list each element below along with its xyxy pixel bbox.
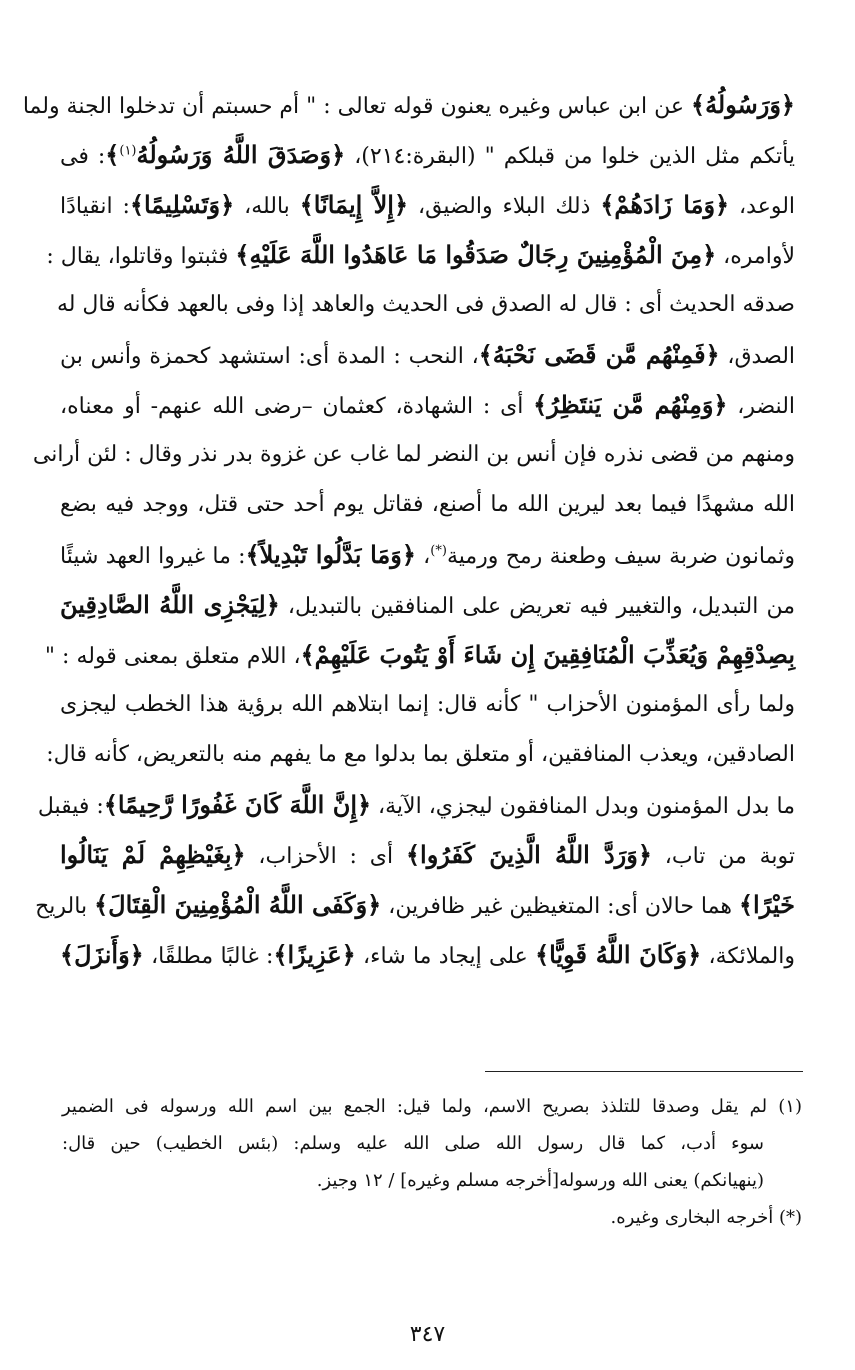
footnote-1-line-3: (ينهيانكم) يعنى الله ورسوله[أخرجه مسلم وغيره] / ١٢ وجيز. [316, 1170, 764, 1191]
text-line-1: ﴿وَرَسُولُهُ﴾ عن ابن عباس وغيره يعنون قوله تعالى : " أم حسبتم أن تدخلوا الجنة ولما [22, 90, 795, 119]
quran-quote: بِصِدْقِهِمْ وَيُعَذِّبَ الْمُنَافِقِينَ إِن شَاءَ أَوْ يَتُوبَ عَلَيْهِمْ﴾ [300, 640, 795, 669]
text-line-13: ولما رأى المؤمنون الأحزاب " كأنه قال: إنما ابتلاهم الله برؤية هذا الخطب ليجزى [60, 692, 795, 717]
text-line-8: ومنهم من قضى نذره فإن أنس بن النضر لما غاب عن غزوة بدر نذر وقال : لئن أرانى [32, 442, 795, 467]
text-line-6: الصدق، ﴿فَمِنْهُم مَّن قَضَى نَحْبَهُ﴾، النحب : المدة أى: استشهد كحمزة وأنس بن [60, 340, 796, 369]
quran-quote: ﴿وَكَانَ اللَّهُ قَوِيًّا﴾ [535, 940, 702, 969]
footnotes [62, 1088, 802, 1236]
quran-quote: ﴿مِنَ الْمُؤْمِنِينَ رِجَالٌ صَدَقُوا مَا عَاهَدُوا اللَّهَ عَلَيْهِ﴾ [235, 240, 717, 269]
text-line-12: بِصِدْقِهِمْ وَيُعَذِّبَ الْمُنَافِقِينَ إِن شَاءَ أَوْ يَتُوبَ عَلَيْهِمْ﴾، اللام متعلق بمعنى قوله : " [44, 640, 795, 669]
text-line-18: والملائكة، ﴿وَكَانَ اللَّهُ قَوِيًّا﴾ على إيجاد ما شاء، ﴿عَزِيزًا﴾: غالبًا مطلقًا، ﴿وَأَنزَلَ﴾ [60, 940, 795, 969]
text-line-15: ما بدل المؤمنون وبدل المنافقون ليجزي، الآية، ﴿إِنَّ اللَّهَ كَانَ غَفُورًا رَّحِيمًا﴾: فيقبل [37, 790, 795, 819]
text-line-5: صدقه الحديث أى : قال له الصدق فى الحديث والعاهد إذا وفى بالعهد فكأنه قال له [56, 292, 795, 317]
quran-quote: ﴿وَأَنزَلَ﴾ [60, 940, 144, 969]
quran-quote: ﴿وَمَا بَدَّلُوا تَبْدِيلاً﴾ [245, 540, 416, 569]
quran-quote: ﴿فَمِنْهُم مَّن قَضَى نَحْبَهُ﴾ [478, 340, 720, 369]
footnote-marker: (*) [430, 543, 447, 559]
quran-quote: ﴿وَكَفَى اللَّهُ الْمُؤْمِنِينَ الْقِتَالَ﴾ [94, 890, 382, 919]
text-line-17: خَيْرًا﴾ هما حالان أى: المتغيظين غير ظافرين، ﴿وَكَفَى اللَّهُ الْمُؤْمِنِينَ الْقِتَالَ﴾ بالريح [35, 890, 795, 919]
main-text [22, 80, 796, 980]
text-line-3: الوعد، ﴿وَمَا زَادَهُمْ﴾ ذلك البلاء والضيق، ﴿إِلاَّ إِيمَانًا﴾ بالله، ﴿وَتَسْلِيمًا﴾: انقيادًا [60, 190, 796, 219]
text-line-11: من التبديل، والتغيير فيه تعريض على المنافقين بالتبديل، ﴿لِيَجْزِى اللَّهُ الصَّادِقِينَ [60, 590, 796, 619]
quran-quote: ﴿لِيَجْزِى اللَّهُ الصَّادِقِينَ [60, 590, 280, 619]
footnote-separator [485, 1071, 803, 1072]
footnote-1-line-2: سوء أدب، كما قال رسول الله صلى الله عليه وسلم: (بئس الخطيب) حين قال: [62, 1133, 764, 1154]
text-line-10: وثمانون ضربة سيف وطعنة رمح ورمية(*)، ﴿وَمَا بَدَّلُوا تَبْدِيلاً﴾: ما غيروا العهد شيئًا [60, 540, 795, 569]
quran-quote: ﴿عَزِيزًا﴾ [273, 940, 356, 969]
footnote-1-line-1: (١) لم يقل وصدقا للتلذذ بصريح الاسم، ولما قيل: الجمع بين اسم الله ورسوله فى الضمير [62, 1096, 802, 1117]
quran-quote: ﴿وَصَدَقَ اللَّهُ وَرَسُولُهُ [136, 140, 346, 169]
quran-quote: ﴿وَمِنْهُم مَّن يَنتَظِرُ﴾ [533, 390, 728, 419]
text-line-2: يأتكم مثل الذين خلوا من قبلكم " (البقرة:٢١٤)، ﴿وَصَدَقَ اللَّهُ وَرَسُولُهُ$^{(١)}$﴾: فى [60, 140, 795, 169]
text-line-16: توبة من تاب، ﴿وَرَدَّ اللَّهُ الَّذِينَ كَفَرُوا﴾ أى : الأحزاب، ﴿بِغَيْظِهِمْ لَمْ يَنَالُوا [60, 840, 795, 869]
quran-quote: ﴿إِنَّ اللَّهَ كَانَ غَفُورًا رَّحِيمًا﴾ [103, 790, 372, 819]
quran-quote: ﴿وَرَسُولُهُ﴾ [691, 90, 795, 119]
text-line-14: الصادقين، ويعذب المنافقين، أو متعلق بما بدلوا مع ما يفهم منه بالتعريض، كأنه قال: [46, 742, 795, 767]
footnote-2: (*) أخرجه البخارى وغيره. [610, 1207, 802, 1228]
quran-quote: ﴿إِلاَّ إِيمَانًا﴾ [299, 190, 409, 219]
quran-quote: ﴿وَمَا زَادَهُمْ﴾ [600, 190, 730, 219]
text-line-4: لأوامره، ﴿مِنَ الْمُؤْمِنِينَ رِجَالٌ صَدَقُوا مَا عَاهَدُوا اللَّهَ عَلَيْهِ﴾ فثبتوا وقاتلوا، يقال : [46, 240, 795, 269]
text-line-9: الله مشهدًا فيما بعد ليرين الله ما أصنع، فقاتل يوم أحد حتى قتل، ووجد فيه بضع [60, 492, 795, 517]
quran-quote: ﴿وَرَدَّ اللَّهُ الَّذِينَ كَفَرُوا﴾ [405, 840, 652, 869]
text-line-7: النضر، ﴿وَمِنْهُم مَّن يَنتَظِرُ﴾ أى : الشهادة، كعثمان –رضى الله عنهم- أو معناه، [60, 390, 796, 419]
quran-quote: خَيْرًا﴾ [738, 890, 795, 919]
page-number: ٣٤٧ [409, 1322, 446, 1347]
quran-quote: ﴿بِغَيْظِهِمْ لَمْ يَنَالُوا [60, 840, 246, 869]
quran-quote: ﴿وَتَسْلِيمًا﴾ [129, 190, 235, 219]
footnote-marker: (١) [119, 143, 137, 159]
